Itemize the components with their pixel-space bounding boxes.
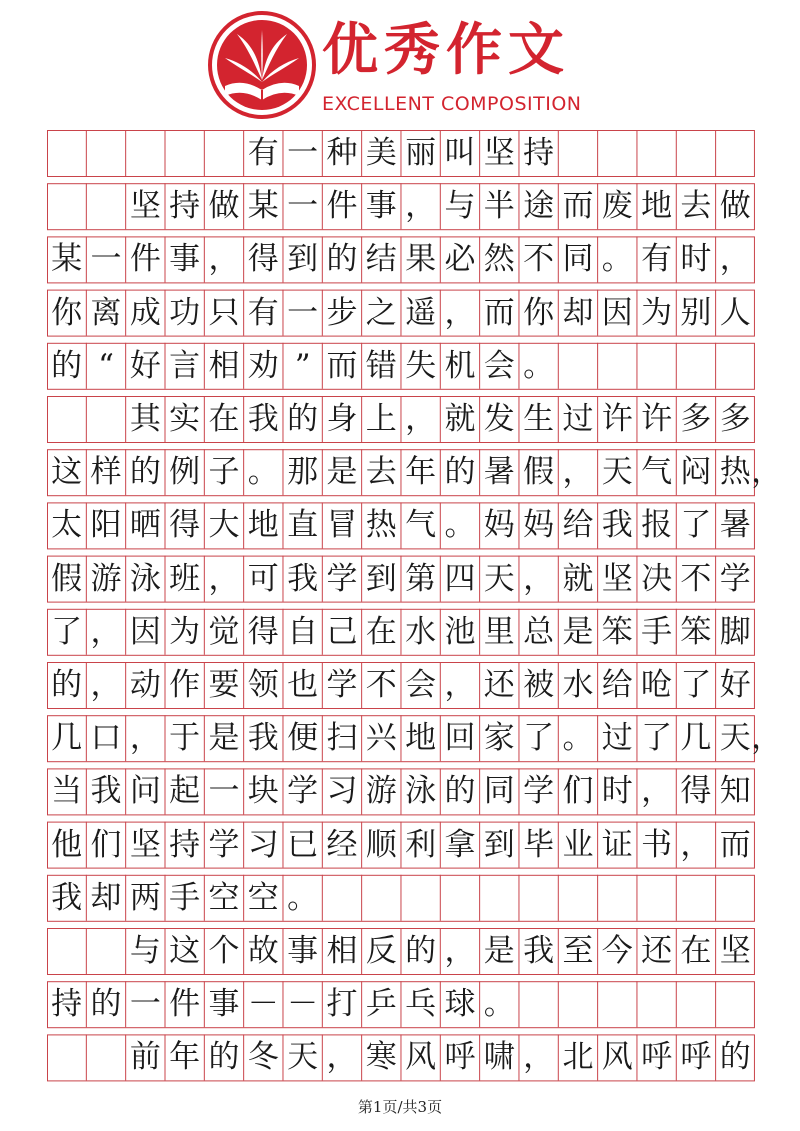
grid-character: 得 bbox=[247, 613, 279, 650]
grid-character: 给 bbox=[562, 507, 594, 544]
grid-character: 。 bbox=[562, 720, 594, 757]
grid-character: 呼 bbox=[444, 1039, 476, 1076]
grid-character: ， bbox=[405, 188, 437, 225]
grid-character: 给 bbox=[601, 667, 633, 703]
grid-character: 得 bbox=[169, 507, 201, 544]
grid-character: 我 bbox=[51, 879, 83, 916]
grid-character: 事 bbox=[169, 241, 201, 278]
grid-character: 发 bbox=[483, 401, 515, 437]
grid-character: 做 bbox=[208, 188, 240, 225]
grid-character: 几 bbox=[51, 720, 83, 757]
grid-character: 我 bbox=[287, 560, 319, 597]
grid-character: 一 bbox=[90, 241, 122, 278]
grid-character: 了 bbox=[51, 613, 83, 650]
grid-character: 地 bbox=[405, 720, 437, 757]
grid-character: 而 bbox=[326, 347, 358, 384]
grid-character: 暑 bbox=[483, 454, 515, 491]
grid-character: 里 bbox=[483, 613, 515, 650]
grid-character: 空 bbox=[247, 879, 279, 916]
grid-character: 游 bbox=[365, 773, 397, 810]
grid-character: 。 bbox=[601, 241, 633, 278]
grid-character: 别 bbox=[680, 294, 712, 331]
grid-character: 遥 bbox=[405, 294, 437, 331]
grid-character: 在 bbox=[365, 613, 397, 650]
grid-character: 假 bbox=[523, 454, 555, 491]
grid-character: 。 bbox=[247, 454, 279, 491]
grid-character: 觉 bbox=[208, 613, 240, 650]
grid-character: 块 bbox=[247, 773, 279, 810]
grid-character: 失 bbox=[405, 347, 437, 384]
grid-character: 持 bbox=[169, 826, 201, 863]
grid-character: 。 bbox=[523, 347, 555, 384]
grid-character: 也 bbox=[287, 667, 319, 703]
grid-character: 学 bbox=[287, 773, 319, 810]
grid-character: 水 bbox=[562, 667, 594, 703]
grid-character: 而 bbox=[562, 188, 594, 225]
grid-character: 们 bbox=[562, 773, 594, 810]
grid-character: 而 bbox=[483, 294, 515, 331]
grid-character: 结 bbox=[365, 241, 397, 278]
grid-character: 的 bbox=[51, 347, 83, 384]
grid-character: 证 bbox=[601, 826, 633, 863]
grid-character: 实 bbox=[169, 401, 201, 437]
grid-character: 半 bbox=[483, 188, 515, 225]
grid-character: 闷 bbox=[680, 454, 712, 491]
grid-character: 在 bbox=[680, 933, 712, 969]
grid-character: 是 bbox=[562, 613, 594, 650]
grid-character: 相 bbox=[326, 933, 358, 969]
grid-character: 途 bbox=[523, 188, 555, 225]
grid-character: 时 bbox=[601, 773, 633, 810]
grid-character: 反 bbox=[365, 933, 397, 969]
grid-character: 习 bbox=[326, 773, 358, 810]
grid-character: 。 bbox=[287, 879, 319, 916]
grid-character: 扫 bbox=[326, 720, 358, 757]
grid-character: 学 bbox=[208, 826, 240, 863]
grid-character: 手 bbox=[641, 613, 673, 650]
grid-character: 太 bbox=[51, 507, 83, 544]
grid-character: ， bbox=[129, 720, 161, 757]
grid-character: 于 bbox=[169, 720, 201, 757]
grid-character: 我 bbox=[247, 401, 279, 437]
grid-character: 一 bbox=[287, 294, 319, 331]
grid-character: 热 bbox=[365, 507, 397, 544]
grid-character: 一 bbox=[287, 135, 319, 171]
grid-character: 泳 bbox=[129, 560, 161, 597]
grid-character: 不 bbox=[523, 241, 555, 278]
grid-character: 到 bbox=[483, 826, 515, 863]
composition-grid bbox=[47, 130, 783, 1090]
grid-character: 有 bbox=[247, 135, 279, 171]
grid-character: 球 bbox=[444, 986, 476, 1023]
grid-character: 了 bbox=[680, 507, 712, 544]
grid-character: 知 bbox=[719, 773, 751, 810]
grid-character: 的 bbox=[287, 401, 319, 437]
grid-character: 果 bbox=[405, 241, 437, 278]
grid-character: 废 bbox=[601, 188, 633, 225]
grid-character: 他 bbox=[51, 826, 83, 863]
grid-character: 是 bbox=[483, 933, 515, 969]
grid-character: 坚 bbox=[129, 826, 161, 863]
grid-character: 到 bbox=[365, 560, 397, 597]
grid-character: 几 bbox=[680, 720, 712, 757]
grid-character: 个 bbox=[208, 933, 240, 969]
grid-character: 样 bbox=[90, 454, 122, 491]
grid-character: 经 bbox=[326, 826, 358, 863]
grid-character: 的 bbox=[326, 241, 358, 278]
grid-character: 坚 bbox=[719, 933, 751, 969]
grid-character: 冒 bbox=[326, 507, 358, 544]
grid-character: 是 bbox=[208, 720, 240, 757]
grid-character: 为 bbox=[641, 294, 673, 331]
grid-character: 问 bbox=[129, 773, 161, 810]
grid-character: 去 bbox=[680, 188, 712, 225]
grid-character: － bbox=[247, 986, 279, 1023]
grid-character: 气 bbox=[641, 454, 673, 491]
grid-character: 妈 bbox=[523, 507, 555, 544]
grid-character: 时 bbox=[680, 241, 712, 278]
grid-character: 许 bbox=[601, 401, 633, 437]
grid-character: 持 bbox=[523, 135, 555, 171]
grid-character: 便 bbox=[287, 720, 319, 757]
grid-character: 天 bbox=[287, 1039, 319, 1076]
grid-character: 风 bbox=[601, 1039, 633, 1076]
grid-character: 多 bbox=[680, 401, 712, 437]
grid-character: 的 bbox=[719, 1039, 751, 1076]
grid-character: 成 bbox=[129, 294, 161, 331]
grid-character: ， bbox=[562, 454, 594, 491]
grid-character: 离 bbox=[90, 294, 122, 331]
grid-character: 错 bbox=[365, 347, 397, 384]
grid-character: 打 bbox=[326, 986, 358, 1023]
grid-character: 坚 bbox=[601, 560, 633, 597]
grid-character: 生 bbox=[523, 401, 555, 437]
grid-character: 得 bbox=[247, 241, 279, 278]
grid-character: 的 bbox=[51, 667, 83, 703]
grid-character: ， bbox=[680, 826, 712, 863]
grid-character: 为 bbox=[169, 613, 201, 650]
grid-character: ， bbox=[751, 720, 783, 757]
grid-character: ， bbox=[90, 613, 122, 650]
grid-character: ， bbox=[719, 241, 751, 278]
grid-character: 我 bbox=[90, 773, 122, 810]
grid-character: 学 bbox=[719, 560, 751, 597]
grid-character: 第 bbox=[405, 560, 437, 597]
grid-character: 可 bbox=[247, 560, 279, 597]
grid-character: 得 bbox=[680, 773, 712, 810]
grid-character: 天 bbox=[719, 720, 751, 757]
grid-character: 必 bbox=[444, 241, 476, 278]
grid-character: 例 bbox=[169, 454, 201, 491]
grid-character: 。 bbox=[483, 986, 515, 1023]
grid-character: 你 bbox=[523, 294, 555, 331]
grid-character: 的 bbox=[444, 454, 476, 491]
grid-character: 就 bbox=[562, 560, 594, 597]
grid-character: 你 bbox=[51, 294, 83, 331]
grid-character: 领 bbox=[247, 667, 279, 703]
grid-character: 晒 bbox=[129, 507, 161, 544]
grid-character: 了 bbox=[641, 720, 673, 757]
grid-character: 还 bbox=[483, 667, 515, 703]
grid-character: 事 bbox=[287, 933, 319, 969]
grid-character: 去 bbox=[365, 454, 397, 491]
grid-character: 的 bbox=[129, 454, 161, 491]
grid-character: ， bbox=[208, 241, 240, 278]
grid-character: 件 bbox=[169, 986, 201, 1023]
grid-character: 年 bbox=[169, 1039, 201, 1076]
grid-character: 热 bbox=[719, 454, 751, 491]
grid-character: 利 bbox=[405, 826, 437, 863]
grid-character: 脚 bbox=[719, 613, 751, 650]
grid-character: 习 bbox=[247, 826, 279, 863]
grid-character: 要 bbox=[208, 667, 240, 703]
grid-character: 呛 bbox=[641, 667, 673, 703]
grid-character: 言 bbox=[169, 347, 201, 384]
grid-character: 过 bbox=[601, 720, 633, 757]
grid-character: 这 bbox=[51, 454, 83, 491]
grid-character: 暑 bbox=[719, 507, 751, 544]
brand-subtitle: EXCELLENT COMPOSITION bbox=[322, 93, 582, 115]
grid-character: 顺 bbox=[365, 826, 397, 863]
grid-character: 风 bbox=[405, 1039, 437, 1076]
grid-character: 手 bbox=[169, 879, 201, 916]
grid-character: 了 bbox=[680, 667, 712, 703]
grid-character: 前 bbox=[129, 1039, 161, 1076]
grid-character: 书 bbox=[641, 826, 673, 863]
grid-character: 了 bbox=[523, 720, 555, 757]
grid-character: 们 bbox=[90, 826, 122, 863]
grid-character: 件 bbox=[326, 188, 358, 225]
grid-character: 与 bbox=[444, 188, 476, 225]
grid-character: 的 bbox=[444, 773, 476, 810]
grid-character: 呼 bbox=[680, 1039, 712, 1076]
grid-character: 只 bbox=[208, 294, 240, 331]
grid-character: 故 bbox=[247, 933, 279, 969]
grid-character: 其 bbox=[129, 401, 161, 437]
grid-character: 我 bbox=[523, 933, 555, 969]
grid-character: 已 bbox=[287, 826, 319, 863]
grid-character: 的 bbox=[405, 933, 437, 969]
grid-character: 的 bbox=[208, 1039, 240, 1076]
grid-character: ， bbox=[641, 773, 673, 810]
grid-character: 空 bbox=[208, 879, 240, 916]
grid-character: 气 bbox=[405, 507, 437, 544]
book-sprout-icon bbox=[207, 10, 317, 120]
grid-character: ， bbox=[523, 1039, 555, 1076]
grid-character: 与 bbox=[129, 933, 161, 969]
grid-character: 我 bbox=[601, 507, 633, 544]
grid-character: 坚 bbox=[483, 135, 515, 171]
grid-character: 天 bbox=[601, 454, 633, 491]
grid-character: ， bbox=[326, 1039, 358, 1076]
grid-character: “ bbox=[98, 347, 114, 384]
grid-character: 我 bbox=[247, 720, 279, 757]
grid-character: 。 bbox=[444, 507, 476, 544]
grid-character: 坚 bbox=[129, 188, 161, 225]
grid-character: 兴 bbox=[365, 720, 397, 757]
grid-character: 然 bbox=[483, 241, 515, 278]
grid-character: 上 bbox=[365, 401, 397, 437]
grid-character: 许 bbox=[641, 401, 673, 437]
grid-character: 一 bbox=[208, 773, 240, 810]
grid-character: 报 bbox=[641, 507, 673, 544]
grid-character: ， bbox=[751, 454, 783, 491]
grid-character: 池 bbox=[444, 613, 476, 650]
brand-title: 优秀作文 bbox=[322, 17, 570, 83]
grid-character: 做 bbox=[719, 188, 751, 225]
grid-character: 某 bbox=[51, 241, 83, 278]
grid-character: 而 bbox=[719, 826, 751, 863]
grid-character: 不 bbox=[365, 667, 397, 703]
grid-character: 乒 bbox=[365, 986, 397, 1023]
grid-character: 就 bbox=[444, 401, 476, 437]
grid-character: 地 bbox=[247, 507, 279, 544]
grid-character: ， bbox=[208, 560, 240, 597]
grid-character: 丽 bbox=[405, 135, 437, 171]
grid-character: 直 bbox=[287, 507, 319, 544]
grid-character: 己 bbox=[326, 613, 358, 650]
grid-character: 人 bbox=[719, 294, 751, 331]
grid-character: 持 bbox=[51, 986, 83, 1023]
grid-character: 子 bbox=[208, 454, 240, 491]
grid-character: 当 bbox=[51, 773, 83, 810]
grid-character: 家 bbox=[483, 720, 515, 757]
grid-character: 种 bbox=[326, 135, 358, 171]
grid-character: 被 bbox=[523, 667, 555, 703]
grid-character: 好 bbox=[719, 667, 751, 703]
grid-character: 会 bbox=[483, 347, 515, 384]
grid-character: 某 bbox=[247, 188, 279, 225]
grid-character: 两 bbox=[129, 879, 161, 916]
page-number: 第1页/共3页 bbox=[357, 1098, 443, 1116]
grid-character: 学 bbox=[326, 560, 358, 597]
grid-character: － bbox=[287, 986, 319, 1023]
grid-character: 却 bbox=[562, 294, 594, 331]
grid-character: ” bbox=[294, 347, 311, 384]
grid-character: 事 bbox=[365, 188, 397, 225]
grid-character: 寒 bbox=[365, 1039, 397, 1076]
grid-character: 拿 bbox=[444, 826, 476, 863]
grid-character: 至 bbox=[562, 933, 594, 969]
grid-character: 阳 bbox=[90, 507, 122, 544]
grid-character: ， bbox=[405, 401, 437, 437]
grid-character: 身 bbox=[326, 401, 358, 437]
grid-character: 有 bbox=[641, 241, 673, 278]
grid-character: 地 bbox=[641, 188, 673, 225]
grid-character: 冬 bbox=[247, 1039, 279, 1076]
grid-character: 年 bbox=[405, 454, 437, 491]
grid-character: 还 bbox=[641, 933, 673, 969]
grid-character: 作 bbox=[169, 667, 201, 703]
grid-character: 自 bbox=[287, 613, 319, 650]
grid-character: 总 bbox=[523, 613, 555, 650]
grid-character: 学 bbox=[523, 773, 555, 810]
grid-character: 笨 bbox=[601, 613, 633, 650]
grid-character: 业 bbox=[562, 826, 594, 863]
grid-character: 在 bbox=[208, 401, 240, 437]
grid-character: 是 bbox=[326, 454, 358, 491]
grid-character: 件 bbox=[129, 241, 161, 278]
grid-character: 起 bbox=[169, 773, 201, 810]
grid-character: ， bbox=[444, 933, 476, 969]
page-header bbox=[0, 0, 800, 125]
grid-character: 功 bbox=[169, 294, 201, 331]
grid-character: 有 bbox=[247, 294, 279, 331]
grid-character: 多 bbox=[719, 401, 751, 437]
grid-character: 同 bbox=[483, 773, 515, 810]
grid-character: 呼 bbox=[641, 1039, 673, 1076]
grid-character: 叫 bbox=[444, 135, 476, 171]
grid-character: 因 bbox=[129, 613, 161, 650]
grid-character: 假 bbox=[51, 560, 83, 597]
grid-character: 天 bbox=[483, 560, 515, 597]
grid-character: 会 bbox=[405, 667, 437, 703]
grid-character: 毕 bbox=[523, 826, 555, 863]
grid-character: 班 bbox=[169, 560, 201, 597]
grid-character: 步 bbox=[326, 294, 358, 331]
grid-character: 过 bbox=[562, 401, 594, 437]
grid-character: ， bbox=[523, 560, 555, 597]
grid-character: 事 bbox=[208, 986, 240, 1023]
grid-character: 动 bbox=[129, 667, 161, 703]
grid-character: 的 bbox=[90, 986, 122, 1023]
grid-character: 到 bbox=[287, 241, 319, 278]
grid-character: 这 bbox=[169, 933, 201, 969]
grid-character: 机 bbox=[444, 347, 476, 384]
grid-character: 同 bbox=[562, 241, 594, 278]
grid-character: 口 bbox=[90, 720, 122, 757]
grid-character: 游 bbox=[90, 560, 122, 597]
grid-character: 之 bbox=[365, 294, 397, 331]
grid-character: 妈 bbox=[483, 507, 515, 544]
grid-character: ， bbox=[90, 667, 122, 703]
grid-character: ， bbox=[444, 294, 476, 331]
grid-character: 大 bbox=[208, 507, 240, 544]
grid-character: 泳 bbox=[405, 773, 437, 810]
grid-character: 因 bbox=[601, 294, 633, 331]
grid-character: 不 bbox=[680, 560, 712, 597]
grid-character: 却 bbox=[90, 879, 122, 916]
grid-character: 学 bbox=[326, 667, 358, 703]
grid-character: 水 bbox=[405, 613, 437, 650]
grid-character: 笨 bbox=[680, 613, 712, 650]
grid-character: 那 bbox=[287, 454, 319, 491]
grid-character: 决 bbox=[641, 560, 673, 597]
grid-character: 一 bbox=[129, 986, 161, 1023]
grid-character: 四 bbox=[444, 560, 476, 597]
grid-character: 美 bbox=[365, 135, 397, 171]
grid-character: 持 bbox=[169, 188, 201, 225]
grid-character: 今 bbox=[601, 933, 633, 969]
grid-character: 北 bbox=[562, 1039, 594, 1076]
grid-character: 乓 bbox=[405, 986, 437, 1023]
grid-character: ， bbox=[444, 667, 476, 703]
grid-character: 相 bbox=[208, 347, 240, 384]
grid-character: 劝 bbox=[247, 347, 279, 384]
grid-character: 啸 bbox=[483, 1039, 515, 1076]
grid-character: 回 bbox=[444, 720, 476, 757]
grid-character: 好 bbox=[129, 347, 161, 384]
grid-character: 一 bbox=[287, 188, 319, 225]
